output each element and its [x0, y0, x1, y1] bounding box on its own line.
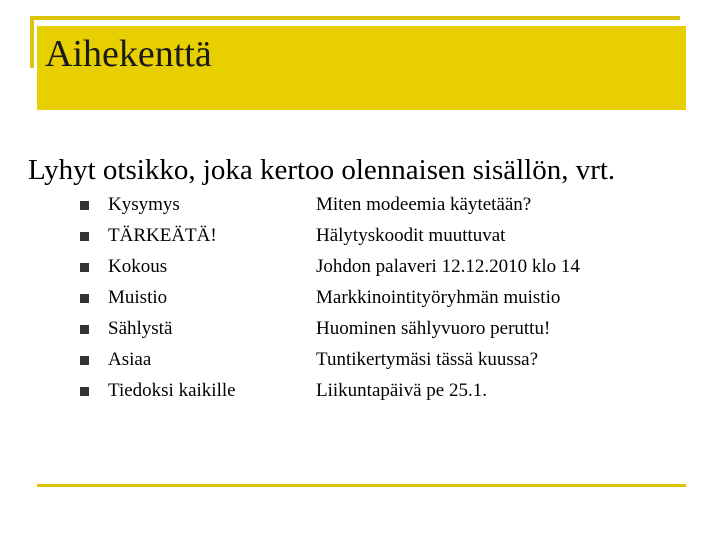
list-item-example: Liikuntapäivä pe 25.1.	[316, 380, 487, 401]
example-list	[80, 192, 640, 409]
slide-title: Aihekenttä	[45, 33, 212, 75]
list-item	[80, 316, 640, 347]
square-bullet-icon	[80, 232, 89, 241]
list-item	[80, 347, 640, 378]
list-item-label: Muistio	[108, 287, 168, 308]
list-item-label: Asiaa	[108, 349, 152, 370]
list-item-label: Sählystä	[108, 318, 173, 339]
square-bullet-icon	[80, 325, 89, 334]
list-item-label: Kysymys	[108, 194, 180, 215]
list-item	[80, 223, 640, 254]
list-item-example: Huominen sählyvuoro peruttu!	[316, 318, 551, 339]
list-item-label: Tiedoksi kaikille	[108, 380, 236, 401]
bottom-divider	[37, 484, 686, 487]
list-item	[80, 285, 640, 316]
list-item-example: Hälytyskoodit muuttuvat	[316, 225, 506, 246]
square-bullet-icon	[80, 387, 89, 396]
square-bullet-icon	[80, 201, 89, 210]
list-item	[80, 378, 640, 409]
square-bullet-icon	[80, 356, 89, 365]
list-item-example: Tuntikertymäsi tässä kuussa?	[316, 349, 539, 370]
slide-subtitle: Lyhyt otsikko, joka kertoo olennaisen sisällön, vrt.	[28, 154, 616, 186]
list-item-example: Markkinointityöryhmän muistio	[316, 287, 561, 308]
decorative-left-line	[30, 16, 34, 68]
list-item-label: TÄRKEÄTÄ!	[108, 225, 217, 246]
square-bullet-icon	[80, 263, 89, 272]
list-item	[80, 254, 640, 285]
list-item	[80, 192, 640, 223]
list-item-example: Johdon palaveri 12.12.2010 klo 14	[316, 256, 580, 277]
decorative-top-line	[30, 16, 680, 20]
square-bullet-icon	[80, 294, 89, 303]
list-item-example: Miten modeemia käytetään?	[316, 194, 532, 215]
list-item-label: Kokous	[108, 256, 168, 277]
